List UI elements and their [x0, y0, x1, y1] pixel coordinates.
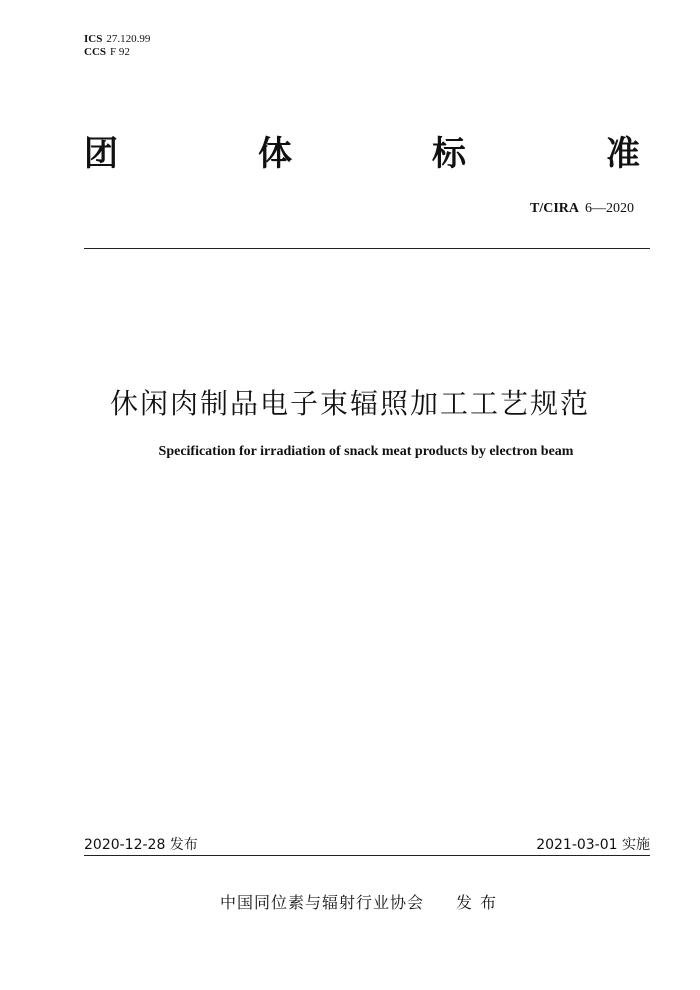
ccs-value: F 92 [110, 46, 130, 58]
ccs-line [84, 46, 150, 59]
classification-codes [84, 33, 150, 59]
standard-number [530, 201, 634, 217]
publisher-name: 中国同位素与辐射行业协会 [220, 893, 425, 912]
title-char-4: 准 [606, 134, 640, 174]
document-type-title [84, 134, 640, 174]
english-title: Specification for irradiation of snack meat products by electron beam [158, 444, 574, 459]
top-divider [84, 248, 650, 249]
implementation-date: 2021-03-01 实施 [536, 837, 650, 853]
publish-action: 发布 [456, 893, 505, 912]
ccs-label: CCS [84, 46, 107, 58]
title-char-2: 体 [258, 134, 292, 174]
ics-line [84, 33, 150, 46]
chinese-title: 休闲肉制品电子束辐照加工工艺规范 [109, 387, 590, 420]
publisher-line [220, 890, 504, 913]
ics-value: 27.120.99 [106, 33, 151, 45]
standard-num: 6—2020 [585, 201, 634, 216]
bottom-divider [84, 855, 650, 856]
release-date: 2020-12-28 发布 [84, 837, 198, 853]
standard-code: T/CIRA [529, 201, 579, 216]
title-char-3: 标 [432, 134, 466, 174]
ics-label: ICS [84, 33, 103, 45]
title-char-1: 团 [84, 134, 118, 174]
